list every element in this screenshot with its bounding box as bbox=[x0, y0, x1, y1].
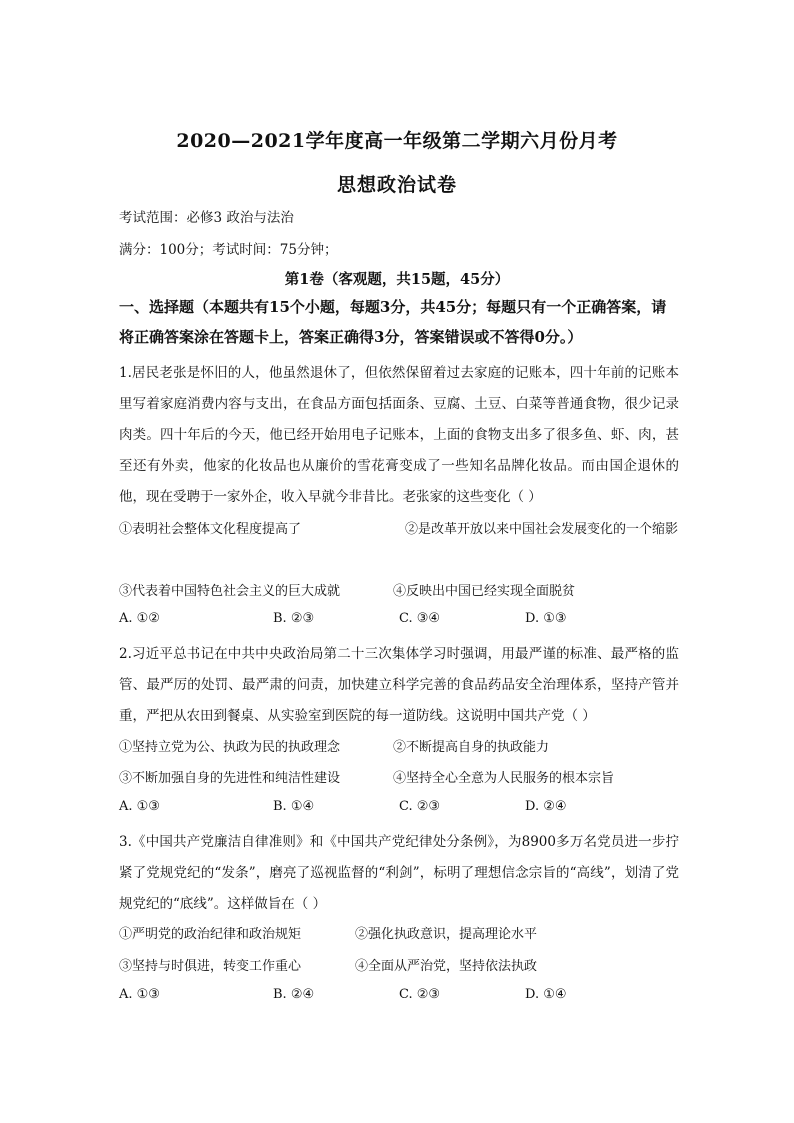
exam-subject-title: 思想政治试卷 bbox=[336, 174, 457, 196]
option-2-3: ③不断加强自身的先进性和纯洁性建设 bbox=[119, 771, 341, 786]
part-title: 一、选择题（本题共有15个小题，每题3分，共45分；每题只有一个正确答案，请将正确答案涂在答题卡上，答案正确得3分，答案错误或不答得0分。） bbox=[119, 298, 667, 346]
answer-choices-2 bbox=[119, 799, 679, 821]
answer-3-a: A. ①③ bbox=[119, 987, 160, 1002]
question-options-3a bbox=[119, 923, 679, 945]
option-3-3: ③坚持与时俱进，转变工作重心 bbox=[119, 959, 302, 974]
answer-choices-1 bbox=[119, 611, 679, 633]
option-1-3: ③代表着中国特色社会主义的巨大成就 bbox=[119, 584, 341, 599]
answer-3-d: D. ①④ bbox=[525, 987, 567, 1002]
answer-2-a: A. ①③ bbox=[119, 799, 160, 814]
option-2-1: ①坚持立党为公、执政为民的执政理念 bbox=[119, 740, 341, 755]
answer-2-b: B. ①④ bbox=[273, 799, 315, 814]
question-options-3b bbox=[119, 955, 679, 977]
answer-1-a: A. ①② bbox=[119, 611, 160, 626]
option-1-1: ①表明社会整体文化程度提高了 bbox=[119, 522, 302, 537]
exam-score-time: 满分：100分；考试时间：75分钟； bbox=[119, 242, 338, 258]
option-2-4: ④坚持全心全意为人民服务的根本宗旨 bbox=[393, 771, 615, 786]
volume-title: 第1卷（客观题，共15题，45分） bbox=[284, 271, 510, 288]
question-stem-2: 2.习近平总书记在中共中央政治局第二十三次集体学习时强调，用最严谨的标准、最严格的监管、最严厉的处罚、最严肃的问责，加快建立科学完善的食品药品安全治理体系，坚持产管并重，严把从农田到餐桌、从实验室到医院的每一道防线。这说明中国共产党（ ） bbox=[119, 646, 679, 724]
option-3-1: ①严明党的政治纪律和政治规矩 bbox=[119, 927, 302, 942]
option-3-4: ④全面从严治党，坚持依法执政 bbox=[355, 959, 538, 974]
option-2-2: ②不断提高自身的执政能力 bbox=[393, 740, 550, 755]
exam-scope: 考试范围：必修3 政治与法治 bbox=[119, 210, 294, 226]
answer-3-b: B. ②④ bbox=[273, 987, 315, 1002]
question-stem-3: 3.《中国共产党廉洁自律准则》和《中国共产党纪律处分条例》，为8900多万名党员进一步拧紧了党规党纪的“发条”，磨亮了巡视监督的“利剑”，标明了理想信念宗旨的“高线”，划清了党规党纪的“底线”。这样做旨在（ ） bbox=[119, 834, 679, 912]
answer-3-c: C. ②③ bbox=[399, 987, 441, 1002]
option-1-4: ④反映出中国已经实现全面脱贫 bbox=[393, 584, 576, 599]
exam-title: 2020—2021学年度高一年级第二学期六月份月考 bbox=[176, 130, 618, 152]
answer-1-d: D. ①③ bbox=[525, 611, 567, 626]
question-options-1a bbox=[119, 518, 679, 540]
question-stem-1: 1.居民老张是怀旧的人，他虽然退休了，但依然保留着过去家庭的记账本，四十年前的记账本里写着家庭消费内容与支出，在食品方面包括面条、豆腐、土豆、白菜等普通食物，很少记录肉类。四十年后的今天，他已经开始用电子记账本，上面的食物支出多了很多鱼、虾、肉，甚至还有外卖，他家的化妆品也从廉价的雪花膏变成了一些知名品牌化妆品。而由国企退休的他，现在受聘于一家外企，收入早就今非昔比。老张家的这些变化（ ） bbox=[119, 365, 679, 505]
answer-1-c: C. ③④ bbox=[399, 611, 441, 626]
question-options-1b bbox=[119, 580, 679, 602]
answer-2-c: C. ②③ bbox=[399, 799, 441, 814]
option-3-2: ②强化执政意识，提高理论水平 bbox=[355, 927, 538, 942]
answer-2-d: D. ②④ bbox=[525, 799, 567, 814]
answer-choices-3 bbox=[119, 987, 679, 1009]
question-options-2b bbox=[119, 767, 679, 789]
question-options-2a bbox=[119, 736, 679, 758]
option-1-2: ②是改革开放以来中国社会发展变化的一个缩影 bbox=[405, 522, 679, 537]
answer-1-b: B. ②③ bbox=[273, 611, 315, 626]
